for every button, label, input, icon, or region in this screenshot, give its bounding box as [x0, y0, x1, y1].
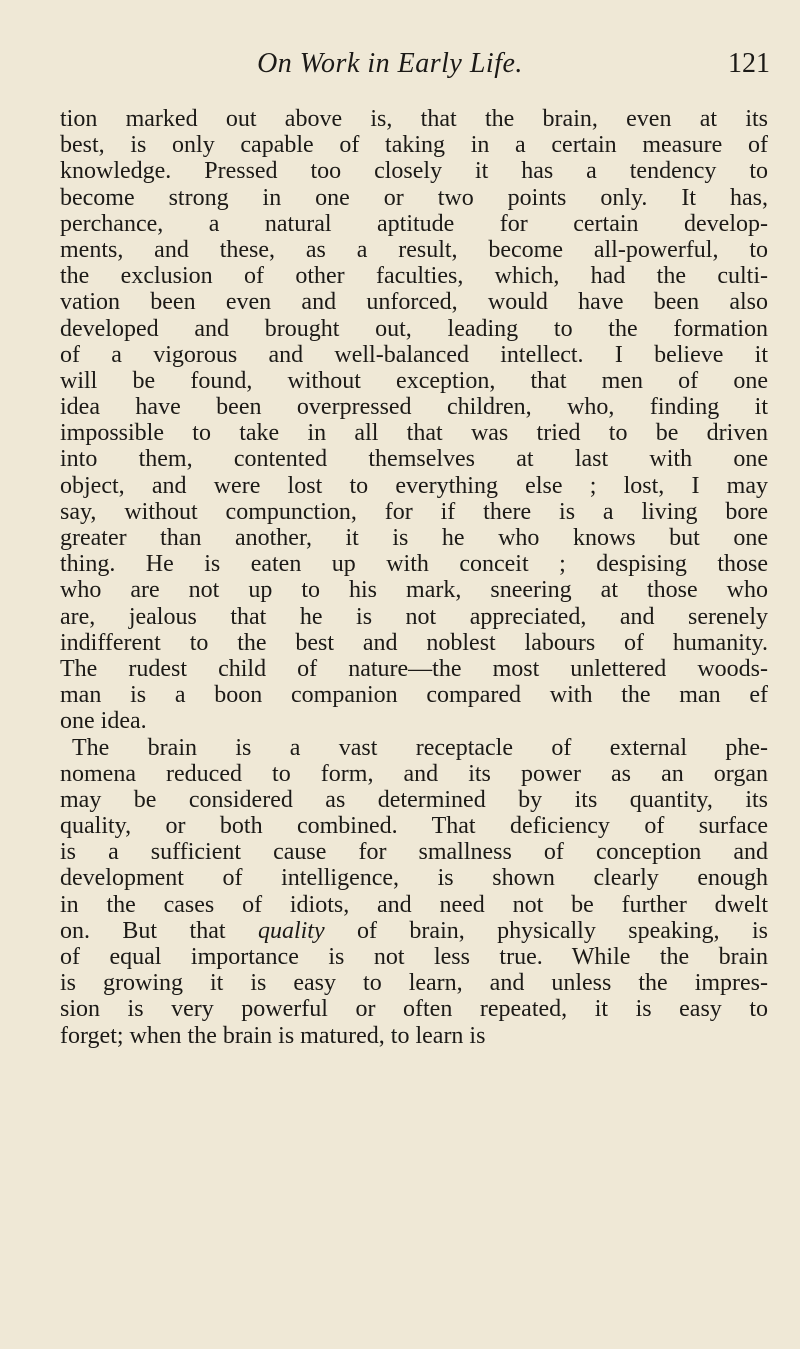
text-line — [60, 892, 768, 918]
line-text: ments, and these, as a result, become all-powerful, to — [60, 236, 768, 263]
text-line — [60, 473, 768, 499]
line-text: are, jealous that he is not appreciated, and serenely — [60, 603, 768, 630]
text-line — [60, 158, 768, 184]
line-text: nomena reduced to form, and its power as an organ — [60, 760, 768, 787]
line-text: sion is very powerful or often repeated, it is easy to — [60, 996, 768, 1023]
text-line — [60, 996, 768, 1022]
line-text: become strong in one or two points only. It has, — [60, 184, 768, 211]
text-line — [60, 708, 768, 734]
text-line — [60, 211, 768, 237]
text-line — [60, 316, 768, 342]
line-text: may be considered as determined by its quantity, its — [60, 786, 768, 813]
line-text: of equal importance is not less true. While the brain — [60, 944, 768, 970]
text-line — [60, 865, 768, 891]
line-text: is growing it is easy to learn, and unless the impres- — [60, 970, 768, 997]
line-text: the exclusion of other faculties, which, had the culti- — [60, 263, 768, 290]
text-line — [60, 263, 768, 289]
text-line — [60, 918, 768, 944]
line-text: indifferent to the best and noblest labours of humanity. — [60, 629, 768, 656]
text-line — [60, 577, 768, 603]
text-line — [60, 499, 768, 525]
line-text: greater than another, it is he who knows but one — [60, 525, 768, 551]
line-text: best, is only capable of taking in a certain measure of — [60, 132, 768, 159]
line-text: thing. He is eaten up with conceit ; despising those — [60, 551, 768, 578]
text-line — [60, 813, 768, 839]
line-text: into them, contented themselves at last with one — [60, 446, 768, 473]
text-line — [60, 682, 768, 708]
line-text: man is a boon companion compared with the man ef — [60, 682, 768, 709]
line-text: developed and brought out, leading to the formation — [60, 315, 768, 342]
line-text: tion marked out above is, that the brain, even at its — [60, 106, 768, 132]
text-line — [60, 368, 768, 394]
line-text: is a sufficient cause for smallness of conception and — [60, 839, 768, 866]
line-text: development of intelligence, is shown clearly enough — [60, 865, 768, 892]
text-line — [60, 237, 768, 263]
line-text: The rudest child of nature—the most unlettered woods- — [60, 655, 768, 682]
text-line — [60, 944, 768, 970]
line-text: The brain is a vast receptacle of external phe- — [72, 734, 768, 761]
running-title: On Work in Early Life. — [257, 48, 523, 79]
text-line — [60, 394, 768, 420]
text-line — [60, 656, 768, 682]
line-text: forget; when the brain is matured, to learn is — [60, 1022, 486, 1049]
line-text: one idea. — [60, 708, 147, 735]
line-text: vation been even and unforced, would have been also — [60, 289, 768, 316]
text-line — [60, 735, 768, 761]
line-text: will be found, without exception, that men of one — [60, 367, 768, 394]
text-line — [60, 630, 768, 656]
text-line — [60, 106, 768, 132]
text-line — [60, 342, 768, 368]
line-text: in the cases of idiots, and need not be further dwelt — [60, 891, 768, 918]
text-line — [60, 420, 768, 446]
line-text: on. But that — [60, 917, 258, 944]
body-text — [60, 106, 768, 1049]
running-head — [60, 48, 770, 88]
line-text: idea have been overpressed children, who, finding it — [60, 394, 768, 421]
page-number: 121 — [728, 48, 770, 79]
text-line — [60, 132, 768, 158]
line-text: who are not up to his mark, sneering at those who — [60, 577, 768, 604]
text-line — [60, 787, 768, 813]
line-text: knowledge. Pressed too closely it has a tendency to — [60, 158, 768, 185]
line-text: quality, or both combined. That deficiency of surface — [60, 813, 768, 840]
line-text: object, and were lost to everything else ; lost, I may — [60, 472, 768, 499]
text-line — [60, 525, 768, 551]
text-line — [60, 551, 768, 577]
text-line — [60, 289, 768, 315]
text-line — [60, 970, 768, 996]
line-text: impossible to take in all that was tried to be driven — [60, 420, 768, 447]
text-line — [60, 761, 768, 787]
text-line — [60, 446, 768, 472]
text-line — [60, 604, 768, 630]
text-line — [60, 185, 768, 211]
text-line — [60, 1023, 768, 1049]
line-text: of a vigorous and well-balanced intellect. I believe it — [60, 341, 768, 368]
italic-text: quality — [257, 917, 325, 944]
line-text: of brain, physically speaking, is — [324, 917, 768, 944]
line-text: say, without compunction, for if there is a living bore — [60, 498, 768, 525]
text-line — [60, 839, 768, 865]
line-text: perchance, a natural aptitude for certain develop- — [60, 210, 768, 237]
